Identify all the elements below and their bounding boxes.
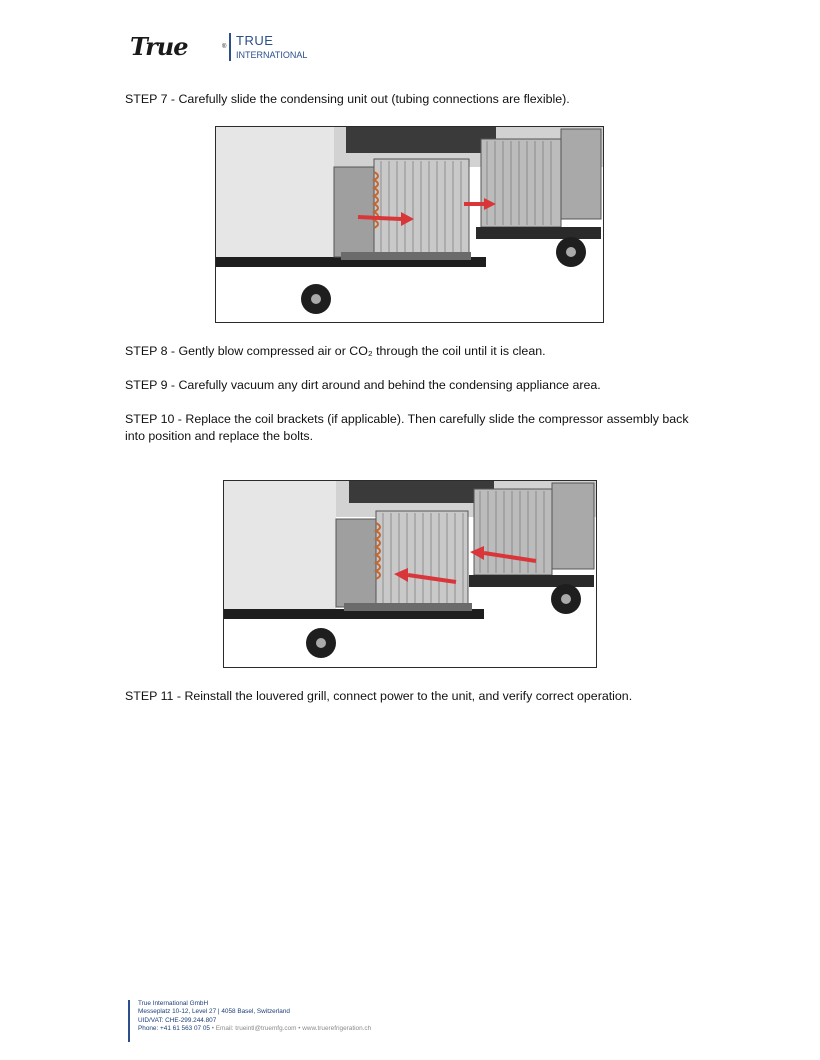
footer-phone: Phone: +41 61 563 07 05 [138,1024,210,1032]
cabinet-side-panel [224,481,336,609]
cabinet-door-edge [346,127,496,153]
rear-panel [552,483,594,569]
cabinet-door-edge [349,481,494,503]
step-10-text: STEP 10 - Replace the coil brackets (if applicable). Then carefully slide the compressor assembly back into position and replace the bolts. [125,412,689,443]
step-7-text: STEP 7 - Carefully slide the condensing unit out (tubing connections are flexible). [125,92,570,106]
footer-email-web: • Email: trueintl@truemfg.com • www.truerefrigeration.ch [209,1024,372,1032]
logo-brand-text: TRUE [236,33,274,48]
footer-company: True International GmbH [138,1000,209,1007]
rear-base-rail [476,227,601,239]
footer-address: Messeplatz 10-12, Level 27 | 4058 Basel, Switzerland [138,1008,290,1016]
rear-panel [561,129,601,219]
rear-base-rail [469,575,594,587]
company-logo [130,30,330,64]
logo-divider [229,33,231,61]
logo-script-text: True [130,32,188,61]
frame-bracket [334,167,374,257]
slide-rail [344,603,472,611]
condensing-unit-slide-out-illustration [215,126,604,323]
compressor-assembly-slide-in-illustration [223,480,597,668]
cabinet-side-panel [216,127,334,257]
logo-registered-mark: ® [222,44,227,50]
step-9-text: STEP 9 - Carefully vacuum any dirt around and behind the condensing appliance area. [125,378,601,392]
logo-subtitle-text: INTERNATIONAL [236,50,308,60]
step-8-text: STEP 8 - Gently blow compressed air or CO₂ through the coil until it is clean. [125,344,546,358]
front-coil [376,511,468,605]
footer-contact-line [138,1025,371,1033]
slide-rail [341,252,471,260]
footer-vat: UID/VAT: CHE-299.244.807 [138,1016,217,1024]
rear-coil [481,139,561,227]
company-footer [128,1000,371,1042]
rear-coil [474,489,552,575]
illustration-2-svg [224,481,596,667]
step-11-text: STEP 11 - Reinstall the louvered grill, connect power to the unit, and verify correct operation. [125,689,633,703]
frame-bracket [336,519,376,607]
illustration-1-svg [216,127,603,322]
